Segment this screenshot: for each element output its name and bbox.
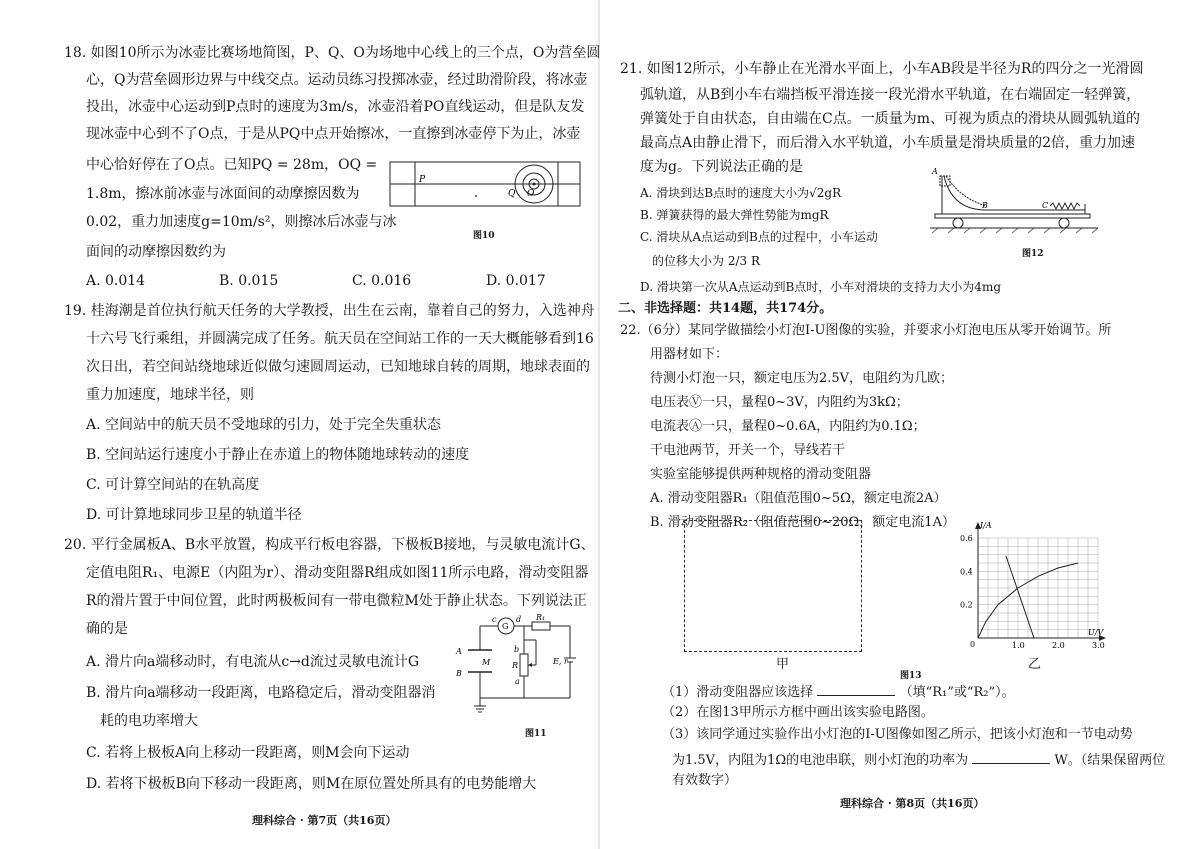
q18-line-7: 0.02，重力加速度g=10m/s²，则擦冰后冰壶与冰: [86, 214, 397, 230]
iu-y-tick-label: 0.6: [960, 534, 973, 543]
figure-11-circuit: [452, 610, 584, 716]
q20-option-b-cont: 耗的电功率增大: [100, 713, 198, 729]
q22-sub3-line-3: 有效数字）: [672, 773, 738, 788]
q19-line-4: 重力加速度，地球半径，则: [86, 387, 254, 403]
q20-line-2: 定值电阻R₁、电源E（内阻为r）、滑动变阻器R组成如图11所示电路，滑动变阻器: [86, 565, 589, 581]
figure-13-answer-box: [684, 520, 862, 652]
fig11-label-m: M: [482, 658, 491, 667]
q18-line-8: 面间的动摩擦因数约为: [86, 244, 226, 260]
left-page-footer: 理科综合 · 第7页（共16页）: [252, 814, 397, 827]
q19-line-3: 次日出，若空间站绕地球近似做匀速圆周运动，已知地球自转的周期，地球表面的: [86, 359, 590, 375]
iu-y-axis-label: I/A: [980, 521, 992, 530]
iu-y-tick-label: 0.4: [960, 567, 973, 577]
fig10-label-o: O: [527, 189, 535, 199]
q18-option-b: B. 0.015: [219, 273, 279, 289]
figure-13-caption: 图13: [900, 671, 922, 681]
q20-option-a: A. 滑片向a端移动时，有电流从c→d流过灵敏电流计G: [86, 654, 420, 670]
q21-option-b: B. 弹簧获得的最大弹性势能为mgR: [640, 208, 829, 222]
q22-line-8: A. 滑动变阻器R₁（阻值范围0~5Ω，额定电流2A）: [650, 491, 947, 506]
fig11-label-b-plate: B: [456, 669, 462, 678]
q22-sub1-blank[interactable]: [817, 682, 895, 696]
q20-option-c: C. 若将上极板A向上移动一段距离，则M会向下运动: [86, 745, 410, 761]
q22-line-2: 用器材如下：: [650, 347, 729, 362]
figure-13-panel-right: 乙: [1028, 657, 1042, 672]
q22-line-5: 电流表Ⓐ一只，量程0~0.6A，内阻约为0.1Ω；: [650, 419, 926, 434]
figure-12-cart: [930, 162, 1100, 240]
q22-sub1-hint: （填“R₁”或“R₂”）。: [899, 685, 1015, 700]
fig11-label-a-end: a: [515, 677, 520, 686]
q19-line-2: 十六号飞行乘组，并圆满完成了任务。航天员在空间站工作的一天大概能够看到16: [86, 331, 594, 347]
q21-option-c-cont: 的位移大小为 2/3 R: [652, 254, 760, 268]
q21-line-3: 弹簧处于自由状态，自由端在C点。一质量为m、可视为质点的滑块从圆弧轨道的: [640, 111, 1140, 127]
figure-12-caption: 图12: [1022, 249, 1044, 259]
q22-sub2: （2）在图13甲所示方框中画出该实验电路图。: [662, 705, 934, 720]
iu-x-tick-label: 2.0: [1052, 641, 1065, 650]
q22-sub3-unit: W。（结果保留两位: [1054, 753, 1166, 768]
figure-11-caption: 图11: [525, 729, 547, 739]
right-page-footer: 理科综合 · 第8页（共16页）: [840, 797, 985, 810]
section-2-heading: 二、非选择题：共14题，共174分。: [618, 301, 833, 316]
q18-line-6: 1.8m，擦冰前冰壶与冰面间的动摩擦因数为: [86, 186, 360, 202]
q21-line-2: 弧轨道，从B到小车右端挡板平滑连接一段光滑水平轨道，在右端固定一轻弹簧，: [640, 87, 1141, 103]
q22-line-9: B. 滑动变阻器R₂（阻值范围0~20Ω，额定电流1A）: [650, 515, 955, 530]
q19-option-d: D. 可计算地球同步卫星的轨道半径: [86, 507, 302, 523]
fig11-label-c: c: [492, 615, 497, 624]
q21-option-d: D. 滑块第一次从A点运动到B点时，小车对滑块的支持力大小为4mg: [640, 280, 1002, 294]
q22-line-6: 干电池两节，开关一个，导线若干: [650, 443, 846, 458]
q22-sub1-text: （1）滑动变阻器应该选择: [662, 685, 814, 700]
fig12-label-c: C: [1042, 201, 1049, 210]
q20-option-b: B. 滑片向a端移动一段距离，电路稳定后，滑动变阻器消: [86, 685, 436, 701]
fig10-label-q: Q: [508, 189, 516, 199]
q18-line-2: 心，Q为营垒圆形边界与中线交点。运动员练习投掷冰壶，经过助滑阶段，将冰壶: [86, 72, 588, 88]
q18-option-c: C. 0.016: [352, 273, 412, 289]
q19-option-a: A. 空间站中的航天员不受地球的引力，处于完全失重状态: [86, 417, 442, 433]
fig11-label-g: G: [502, 622, 509, 631]
q22-line-4: 电压表Ⓥ一只，量程0~3V，内阻约为3kΩ；: [650, 395, 909, 410]
q19-option-c: C. 可计算空间站的在轨高度: [86, 477, 260, 493]
q18-line-3: 投出，冰壶中心运动到P点时的速度为3m/s，冰壶沿着PO直线运动，但是队友发: [86, 99, 585, 115]
q21-line-4: 最高点A由静止滑下，而后滑入水平轨道，小车质量是滑块质量的2倍，重力加速: [640, 135, 1136, 151]
q22-line-7: 实验室能够提供两种规格的滑动变阻器: [650, 467, 872, 482]
iu-x-tick-label: 3.0: [1092, 641, 1105, 650]
fig11-label-er: E, r: [553, 657, 568, 666]
q19-option-b: B. 空间站运行速度小于静止在赤道上的物体随地球转动的速度: [86, 447, 470, 463]
fig10-label-p: P: [419, 175, 426, 185]
figure-13-panel-left: 甲: [776, 657, 790, 672]
q22-sub1: [662, 682, 1015, 702]
q22-sub3-line-1: （3）该同学通过实验作出小灯泡的I-U图像如图乙所示，把该小灯泡和一节电动势: [662, 727, 1133, 742]
right-page: [600, 0, 1200, 849]
iu-origin-label: 0: [970, 640, 976, 649]
q22-sub3-blank[interactable]: [972, 750, 1050, 764]
q18-line-5: 中心恰好停在了O点。已知PQ = 28m，OQ =: [86, 157, 378, 173]
q20-option-d: D. 若将下极板B向下移动一段距离，则M在原位置处所具有的电势能增大: [86, 776, 537, 792]
q20-line-3: R的滑片置于中间位置，此时两极板间有一带电微粒M处于静止状态。下列说法正: [86, 593, 587, 609]
q19-line-1: 19. 桂海潮是首位执行航天任务的大学教授，出生在云南，靠着自己的努力，入选神舟: [64, 303, 595, 319]
iu-x-tick-label: 1.0: [1012, 641, 1025, 650]
figure-10-curling-rink: [388, 158, 583, 222]
figure-10-caption: 图10: [473, 231, 495, 241]
q22-sub3-text: 为1.5V，内阻为1Ω的电池串联，则小灯泡的功率为: [672, 753, 969, 768]
q22-line-1: 22.（6分）某同学做描绘小灯泡I-U图像的实验，并要求小灯泡电压从零开始调节。所: [620, 323, 1112, 338]
q20-line-4: 确的是: [86, 621, 128, 637]
fig12-label-a: A: [932, 167, 938, 176]
fig11-label-r1: R₁: [536, 613, 546, 622]
q18-option-d: D. 0.017: [486, 273, 546, 289]
figure-13-iu-chart: [952, 516, 1112, 666]
q21-option-a: A. 滑块到达B点时的速度大小为√2gR: [640, 186, 842, 200]
fig11-label-a-plate: A: [456, 647, 462, 656]
q21-option-c: C. 滑块从A点运动到B点的过程中，小车运动: [640, 230, 878, 244]
q21-line-1: 21. 如图12所示，小车静止在光滑水平面上，小车AB段是半径为R的四分之一光滑圆: [620, 61, 1144, 77]
q18-option-a: A. 0.014: [86, 273, 146, 289]
q21-line-5: 度为g。下列说法正确的是: [640, 159, 803, 175]
q18-line-1: 18. 如图10所示为冰壶比赛场地简图，P、Q、O为场地中心线上的三个点，O为营垒圆: [64, 45, 601, 61]
fig11-label-d: d: [516, 615, 522, 624]
fig12-label-b: B: [982, 201, 988, 210]
fig11-label-b-end: b: [514, 645, 520, 654]
q18-line-4: 现冰壶中心到不了O点，于是从PQ中点开始擦冰，一直擦到冰壶停下为止，冰壶: [86, 126, 581, 142]
iu-x-axis-label: U/V: [1088, 628, 1104, 637]
fig11-label-r: R: [512, 661, 519, 670]
q22-line-3: 待测小灯泡一只，额定电压为2.5V，电阻约为几欧；: [650, 371, 954, 386]
q20-line-1: 20. 平行金属板A、B水平放置，构成平行板电容器，下极板B接地，与灵敏电流计G、: [64, 537, 595, 553]
q22-sub3-line-2: [672, 750, 1165, 770]
iu-y-tick-label: 0.2: [960, 600, 973, 610]
